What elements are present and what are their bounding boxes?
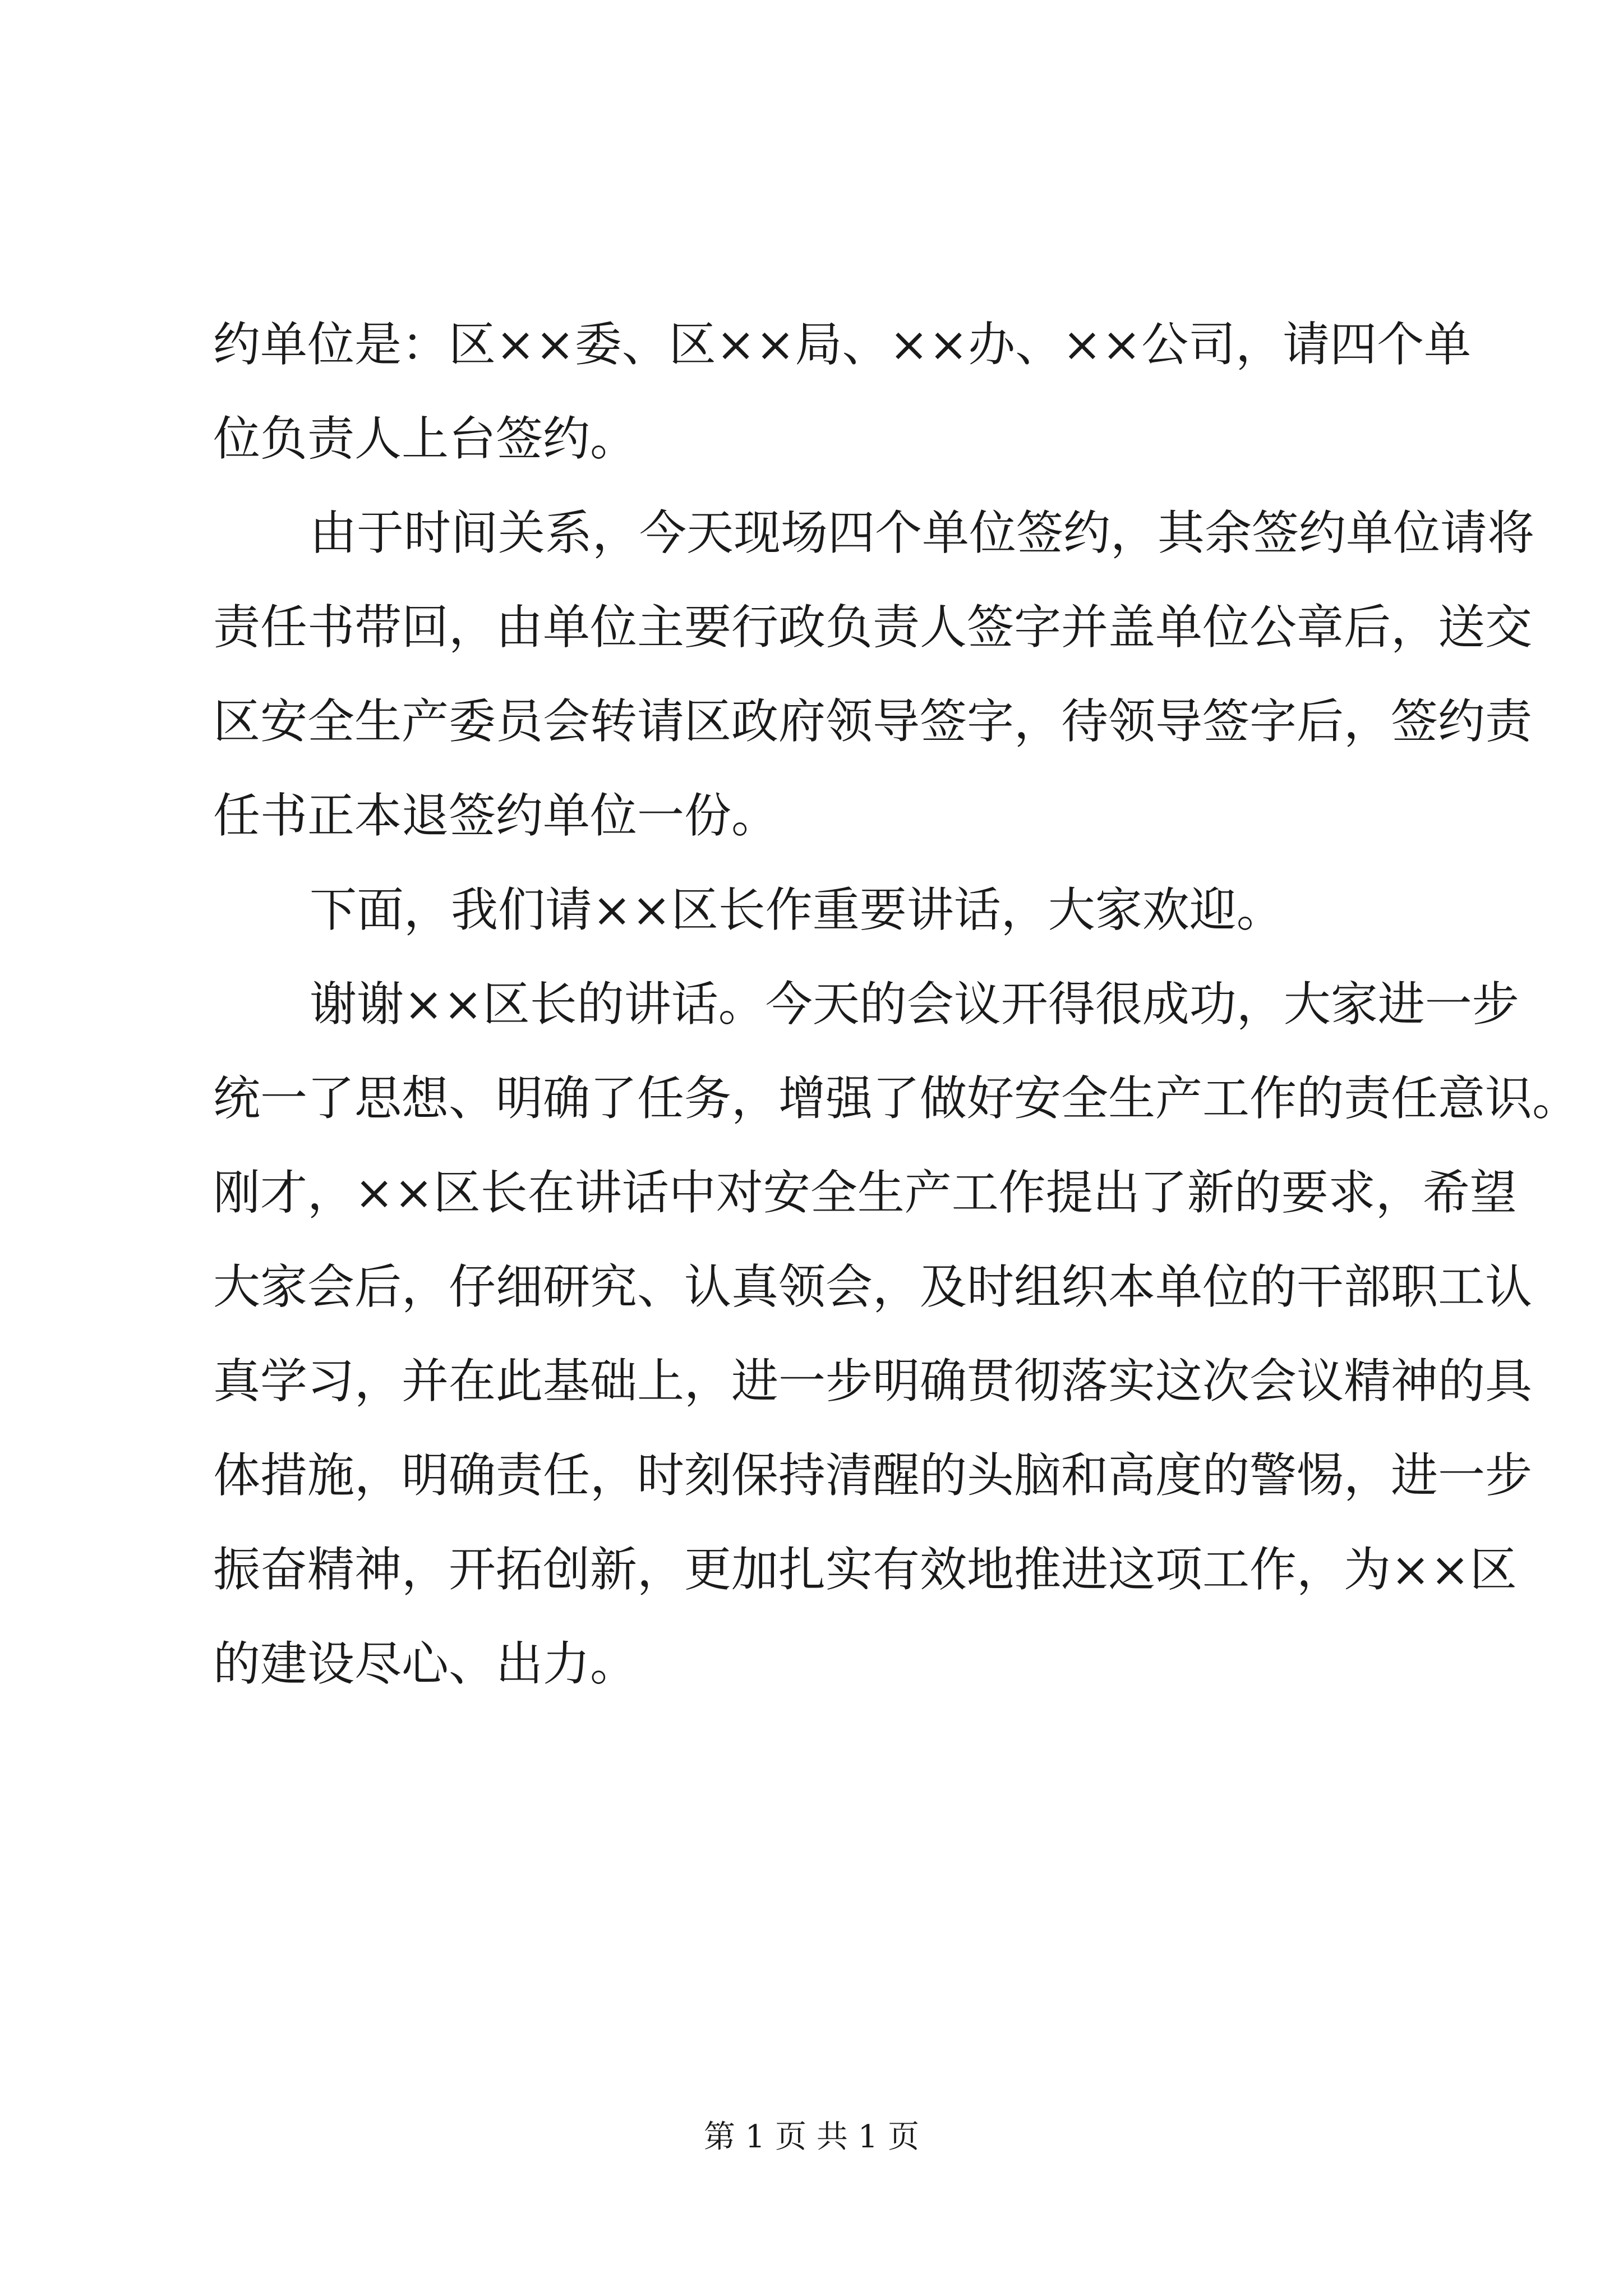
- text-line: 振奋精神，开拓创新，更加扎实有效地推进这项工作，为××区: [213, 1542, 1517, 1597]
- text-line: 的建设尽心、出力。: [213, 1636, 638, 1691]
- text-line: 任书正本退签约单位一份。: [213, 788, 779, 843]
- text-line: 区安全生产委员会转请区政府领导签字，待领导签字后，签约责: [213, 694, 1533, 749]
- paragraph-start-line: 下面，我们请××区长作重要讲话，大家欢迎。: [310, 882, 1284, 937]
- text-line: 刚才，××区长在讲话中对安全生产工作提出了新的要求，希望: [213, 1165, 1517, 1220]
- text-line: 约单位是：区××委、区××局、××办、××公司，请四个单: [213, 317, 1472, 372]
- text-line: 责任书带回，由单位主要行政负责人签字并盖单位公章后，送交: [213, 600, 1533, 655]
- text-line: 大家会后，仔细研究、认真领会，及时组织本单位的干部职工认: [213, 1259, 1533, 1314]
- paragraph-start-line: 由于时间关系，今天现场四个单位签约，其余签约单位请将: [310, 505, 1535, 560]
- text-line: 真学习，并在此基础上，进一步明确贯彻落实这次会议精神的具: [213, 1354, 1533, 1409]
- text-line: 位负责人上台签约。: [213, 411, 638, 466]
- text-line: 体措施，明确责任，时刻保持清醒的头脑和高度的警惕，进一步: [213, 1448, 1533, 1503]
- document-body: [213, 297, 1580, 1711]
- text-line: 统一了思想、明确了任务，增强了做好安全生产工作的责任意识。: [213, 1071, 1580, 1126]
- paragraph-start-line: 谢谢××区长的讲话。今天的会议开得很成功，大家进一步: [310, 977, 1519, 1032]
- page-number-footer: 第 1 页 共 1 页: [703, 2119, 920, 2155]
